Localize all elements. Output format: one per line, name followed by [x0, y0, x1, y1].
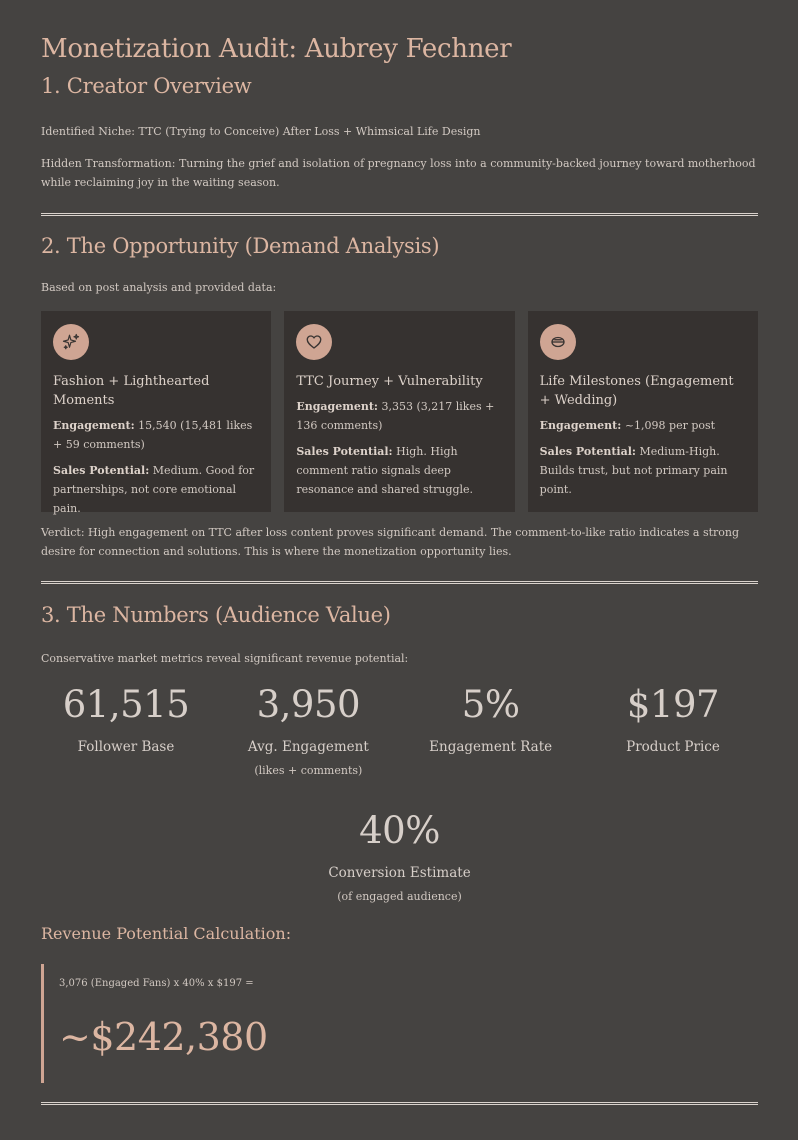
revenue-callout	[41, 964, 758, 1083]
metric-sublabel: (likes + comments)	[254, 764, 363, 777]
metric-value: 61,515	[62, 683, 190, 726]
metric-label: Follower Base	[77, 739, 175, 755]
revenue-total: ~$242,380	[59, 1015, 268, 1059]
page-title: Monetization Audit: Aubrey Fechner	[41, 34, 512, 64]
metric-follower-base	[41, 683, 211, 779]
card-engagement: Engagement: 3,353 (3,217 likes + 136 comments)	[296, 400, 495, 432]
card-sales-potential: Sales Potential: High. High comment ratio signals deep resonance and shared struggle.	[296, 445, 474, 496]
metric-value: $197	[626, 683, 720, 726]
revenue-formula: 3,076 (Engaged Fans) x 40% x $197 =	[59, 978, 254, 989]
metric-label: Avg. Engagement	[247, 739, 369, 755]
ring-icon	[540, 324, 576, 360]
heart-icon	[296, 324, 332, 360]
opportunity-intro: Based on post analysis and provided data:	[41, 281, 277, 294]
demand-card	[41, 311, 271, 515]
section-heading-opportunity: 2. The Opportunity (Demand Analysis)	[41, 234, 440, 258]
metric-product-price	[588, 683, 758, 779]
card-title: TTC Journey + Vulnerability	[296, 374, 483, 389]
metrics-row	[41, 683, 758, 779]
metric-label: Engagement Rate	[429, 739, 553, 755]
metric-engagement-rate	[406, 683, 576, 779]
demand-card	[528, 311, 758, 512]
card-title: Fashion + Lighthearted Moments	[53, 374, 210, 408]
sparkles-icon	[53, 324, 89, 360]
card-sales-potential: Sales Potential: Medium. Good for partnerships, not core emotional pain.	[53, 464, 255, 515]
demand-cards	[41, 311, 758, 515]
metric-label: Product Price	[626, 739, 720, 755]
card-engagement: Engagement: ~1,098 per post	[539, 419, 716, 432]
section-divider	[41, 1102, 758, 1105]
section-divider	[41, 581, 758, 584]
metric-label: Conversion Estimate	[328, 865, 471, 881]
numbers-intro: Conservative market metrics reveal significant revenue potential:	[41, 652, 409, 665]
metric-conversion-estimate	[315, 809, 485, 905]
niche-text: Identified Niche: TTC (Trying to Conceive) After Loss + Whimsical Life Design	[41, 125, 481, 138]
metric-value: 3,950	[256, 683, 361, 726]
card-title: Life Milestones (Engagement + Wedding)	[539, 374, 734, 408]
section-divider	[41, 213, 758, 216]
card-engagement: Engagement: 15,540 (15,481 likes + 59 comments)	[53, 419, 253, 451]
metric-value: 40%	[359, 809, 440, 852]
revenue-title: Revenue Potential Calculation:	[41, 924, 292, 943]
card-sales-potential: Sales Potential: Medium-High. Builds trust, but not primary pain point.	[539, 445, 728, 496]
metric-value: 5%	[461, 683, 520, 726]
transformation-text: Hidden Transformation: Turning the grief and isolation of pregnancy loss into a community-backed journey toward motherhood while reclaiming joy in the waiting season.	[41, 157, 756, 189]
metric-avg-engagement	[223, 683, 393, 779]
verdict-text: Verdict: High engagement on TTC after loss content proves significant demand. The comment-to-like ratio indicates a strong desire for connection and solutions. This is where the monetization opportunity lies.	[41, 526, 740, 558]
demand-card	[284, 311, 514, 512]
section-heading-numbers: 3. The Numbers (Audience Value)	[41, 603, 391, 627]
metric-sublabel: (of engaged audience)	[337, 890, 462, 903]
section-heading-overview: 1. Creator Overview	[41, 74, 252, 98]
